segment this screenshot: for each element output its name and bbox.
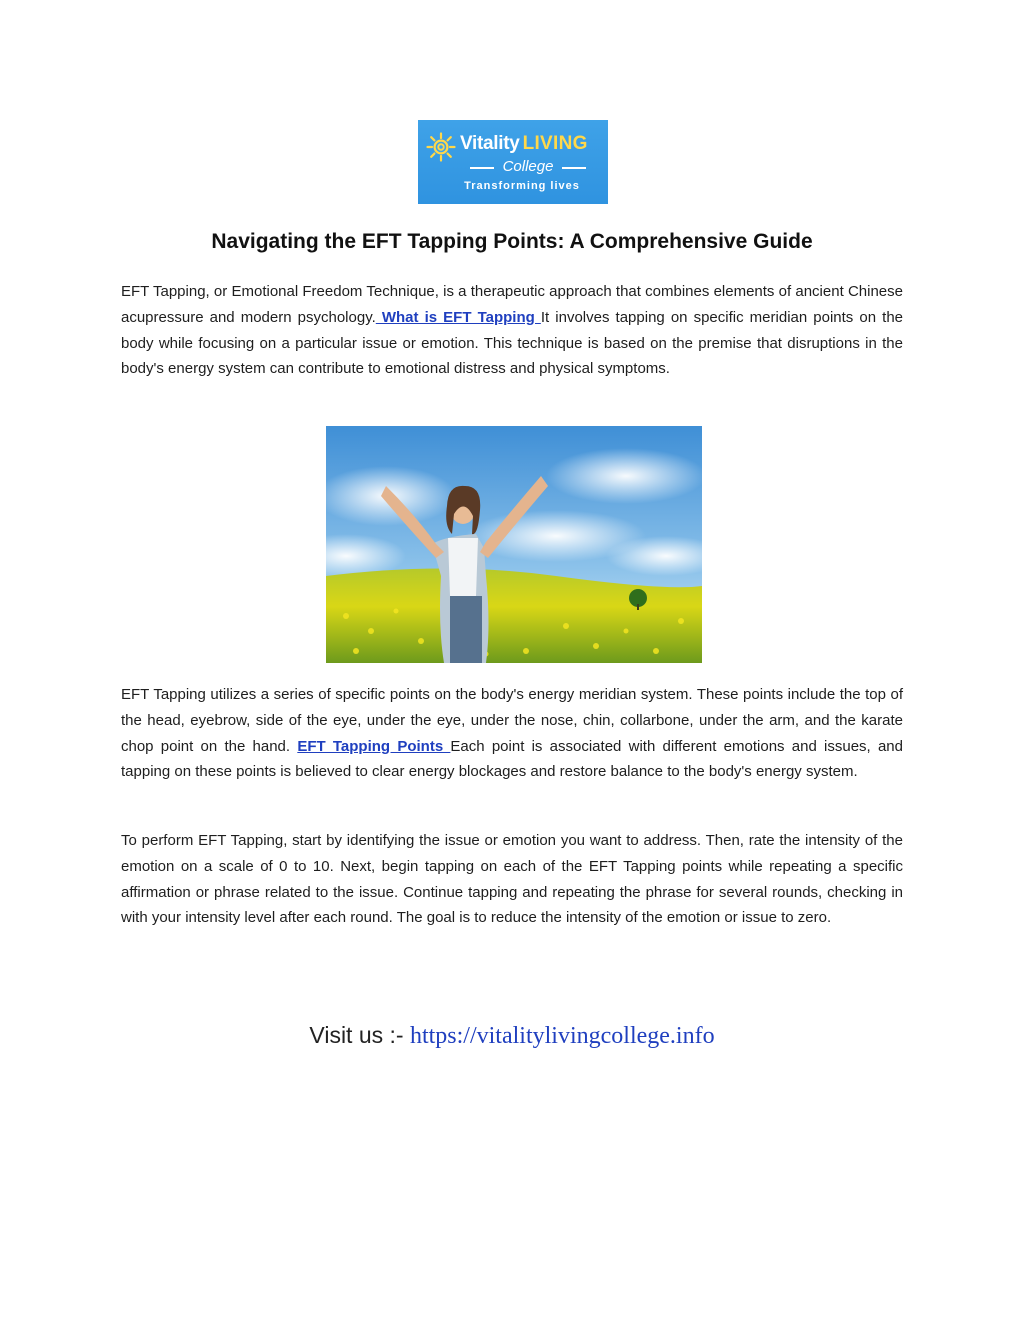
points-text-after: Each point is associated with different emotions and issues, and tapping on these points is believed to clear energy blockages and restore balance to the body's energy system.: [121, 737, 903, 781]
hero-photo: [326, 426, 702, 663]
sun-icon: [426, 132, 456, 162]
logo-college-text: College: [502, 158, 554, 175]
visit-line: [0, 1018, 1024, 1053]
logo-college: [470, 158, 586, 176]
visit-label: Visit us :-: [309, 1022, 410, 1048]
logo-tagline: Transforming lives: [464, 180, 580, 192]
intro-paragraph: [121, 279, 903, 382]
what-is-eft-tapping-link[interactable]: What is EFT Tapping: [375, 308, 541, 326]
hero-photo-illustration: [326, 426, 702, 663]
eft-tapping-points-link[interactable]: EFT Tapping Points: [297, 737, 451, 755]
tapping-points-paragraph: [121, 682, 903, 785]
logo-rule-right: [562, 167, 586, 169]
logo-word-living: LIVING: [522, 133, 588, 154]
intro-text-before: EFT Tapping, or Emotional Freedom Technique, is a therapeutic approach that combines elements of ancient Chinese acupressure and modern psychology.: [121, 283, 903, 326]
how-to-paragraph: To perform EFT Tapping, start by identifying the issue or emotion you want to address. Then, rate the intensity of the emotion on a scale of 0 to 10. Next, begin tapping on each of the EFT Tapping points while repeating a specific affirmation or phrase related to the issue. Continue tapping and repeating the phrase for several rounds, checking in with your intensity level after each round. The goal is to reduce the intensity of the emotion or issue to zero.: [121, 832, 903, 927]
points-text-before: EFT Tapping utilizes a series of specific points on the body's energy meridian system. These points include the top of the head, eyebrow, side of the eye, under the eye, under the nose, chin, collarbone, under the arm, and the karate chop point on the hand.: [121, 686, 903, 755]
brand-logo: [418, 120, 608, 204]
logo-word-vitality: Vitality: [460, 133, 520, 154]
page-title: Navigating the EFT Tapping Points: A Comprehensive Guide: [211, 230, 813, 253]
logo-brand-name: [460, 132, 588, 156]
intro-text-after: It involves tapping on specific meridian points on the body while focusing on a particular issue or emotion. This technique is based on the premise that disruptions in the body's energy system can contribute to emotional distress and physical symptoms.: [121, 308, 904, 378]
website-link[interactable]: https://vitalitylivingcollege.info: [409, 1023, 715, 1049]
